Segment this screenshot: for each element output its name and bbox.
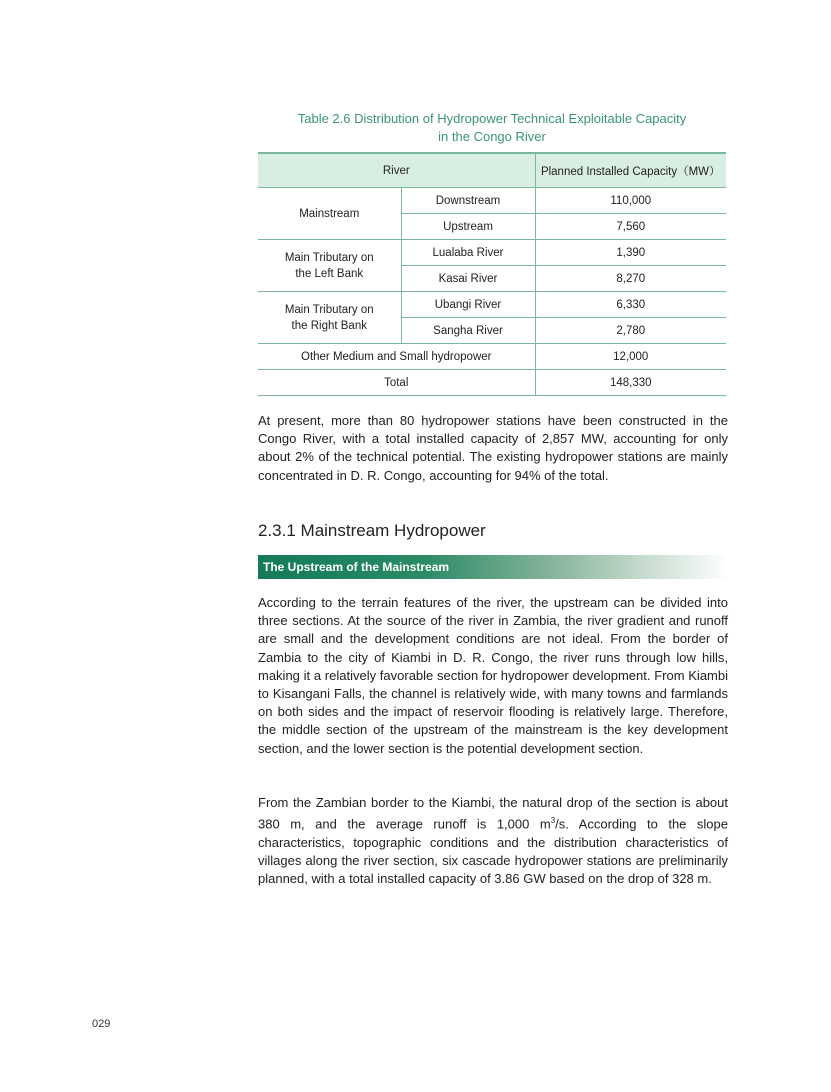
group-cell: Main Tributary on the Right Bank <box>258 292 401 344</box>
total-value: 148,330 <box>535 370 726 396</box>
table-row-total <box>258 370 726 396</box>
value-cell: 8,270 <box>535 266 726 292</box>
sub-cell: Ubangi River <box>401 292 535 318</box>
table-row <box>258 240 726 266</box>
table-row <box>258 188 726 214</box>
capacity-table <box>258 152 726 396</box>
total-label: Total <box>258 370 535 396</box>
text: /s. According to the slope characteristics, topographic conditions and the distribution characteristics of villages along the river section, six cascade hydropower stations are preliminarily planned, with a total installed capacity of 3.86 GW based on the drop of 328 m. <box>258 816 728 887</box>
header-capacity: Planned Installed Capacity（MW） <box>535 153 726 188</box>
group-cell: Mainstream <box>258 188 401 240</box>
sub-cell: Downstream <box>401 188 535 214</box>
paragraph: According to the terrain features of the river, the upstream can be divided into three sections. At the source of the river in Zambia, the river gradient and runoff are small and the development conditions are not ideal. From the border of Zambia to the city of Kiambi in D. R. Congo, the river runs through low hills, making it a relatively favorable section for hydropower development. From Kiambi to Kisangani Falls, the channel is relatively wide, with many towns and farmlands on both sides and the impact of reservoir flooding is relatively large. Therefore, the middle section of the upstream of the mainstream is the key development section, and the lower section is the potential development section. <box>258 595 728 756</box>
table-header-row <box>258 153 726 188</box>
text: From the Zambian border to the Kiambi, the natural drop of the section is about 380 m, and the average runoff is 1,000 m <box>258 795 728 832</box>
value-cell: 6,330 <box>535 292 726 318</box>
value-cell: 7,560 <box>535 214 726 240</box>
table-row <box>258 292 726 318</box>
other-label: Other Medium and Small hydropower <box>258 344 535 370</box>
other-value: 12,000 <box>535 344 726 370</box>
header-river: River <box>258 153 535 188</box>
value-cell: 1,390 <box>535 240 726 266</box>
sub-cell: Upstream <box>401 214 535 240</box>
section-heading: 2.3.1 Mainstream Hydropower <box>258 521 486 540</box>
caption-line: in the Congo River <box>438 129 546 144</box>
paragraph <box>258 794 728 888</box>
table-row <box>258 344 726 370</box>
group-cell: Main Tributary on the Left Bank <box>258 240 401 292</box>
value-cell: 2,780 <box>535 318 726 344</box>
table-caption <box>258 110 726 146</box>
sub-cell: Sangha River <box>401 318 535 344</box>
value-cell: 110,000 <box>535 188 726 214</box>
sub-cell: Kasai River <box>401 266 535 292</box>
paragraph: At present, more than 80 hydropower stations have been constructed in the Congo River, with a total installed capacity of 2,857 MW, accounting for only about 2% of the technical potential. The existing hydropower stations are mainly concentrated in D. R. Congo, accounting for 94% of the total. <box>258 413 728 483</box>
sub-cell: Lualaba River <box>401 240 535 266</box>
superscript: 3 <box>550 816 556 826</box>
page-number: 029 <box>92 1018 111 1030</box>
subsection-banner: The Upstream of the Mainstream <box>258 555 728 579</box>
caption-line: Table 2.6 Distribution of Hydropower Technical Exploitable Capacity <box>297 111 687 126</box>
